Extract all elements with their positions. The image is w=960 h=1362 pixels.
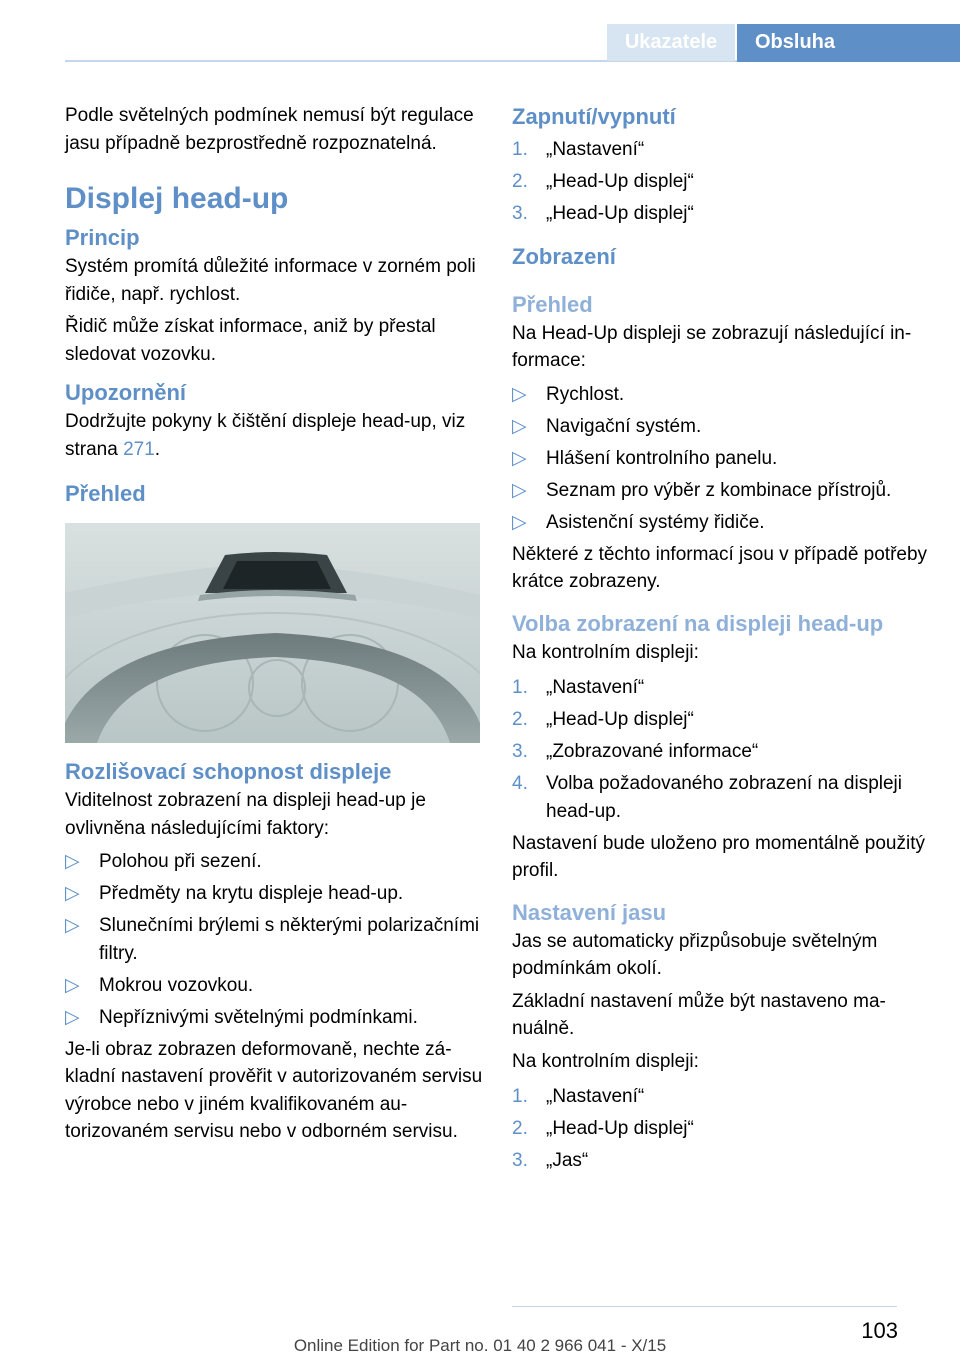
prehled-list [512,381,932,537]
list-item: 3. „Jas“ [512,1150,589,1171]
jas-steps [512,1083,932,1175]
list-item: ▷ Hlášení kontrolního panelu. [512,445,932,473]
tab-ukazatele[interactable]: Ukazatele [607,24,735,61]
list-item: 2. „Head-Up displej“ [512,171,694,192]
volba-note: Nastavení bude uloženo pro momentálně použitý profil. [512,832,925,881]
princip-paragraph-2: Řidič může získat informace, aniž by přestal sledovat vozovku. [65,316,436,365]
page-number: 103 [861,1318,898,1343]
rozlisovaci-paragraph: Viditelnost zobrazení na displeji head-up je ovlivněna následujícími faktory: [65,790,426,839]
list-item: ▷ Polohou při sezení. [65,848,485,876]
triangle-bullet-icon: ▷ [65,974,80,996]
volba-heading: Volba zobrazení na displeji head-up [512,610,884,636]
list-item: ▷ Seznam pro výběr z kombinace přístrojů. [512,477,932,505]
jas-paragraph-2: Základní nastavení může být nastaveno manuálně. [512,990,886,1039]
triangle-bullet-icon: ▷ [512,415,527,437]
page-reference-link[interactable]: 271 [123,438,155,460]
jas-intro: Na kontrolním displeji: [512,1050,699,1072]
left-column [65,102,485,1151]
prehled-paragraph: Na Head-Up displeji se zobrazují následující informace: [512,322,912,371]
triangle-bullet-icon: ▷ [512,447,527,469]
zapnuti-steps [512,136,932,228]
prehled-heading-left: Přehled [65,481,146,506]
zapnuti-heading: Zapnutí/vypnutí [512,104,676,129]
princip-paragraph-1: Systém promítá důležité informace v zorném poli řidiče, např. rychlost. [65,256,476,305]
volba-intro: Na kontrolním displeji: [512,641,699,663]
jas-paragraph-1: Jas se automaticky přizpůsobuje světelným podmínkám okolí. [512,930,878,979]
head-up-display-illustration [65,523,480,743]
list-item: 3. „Zobrazované informace“ [512,741,759,762]
triangle-bullet-icon: ▷ [65,915,80,936]
list-item: 1. „Nastavení“ [512,1086,645,1107]
list-item: 3. „Head-Up displej“ [512,203,694,224]
list-item: 1. „Nastavení“ [512,677,645,698]
list-item: 1. „Nastavení“ [512,139,645,160]
jas-heading: Nastavení jasu [512,899,667,925]
list-item: 2. „Head-Up displej“ [512,709,694,730]
list-item: ▷ Asistenční systémy řidiče. [512,509,932,537]
tab-obsluha[interactable]: Obsluha [737,24,960,62]
list-item: ▷ Rychlost. [512,381,932,409]
zobrazeni-heading: Zobrazení [512,243,616,269]
closing-paragraph: Je-li obraz zobrazen deformovaně, nechte základní nastavení prověřit v autorizovaném servisu výrobce nebo v jiném kvalifikovaném autorizovaném servisu nebo v odborném servisu. [65,1038,483,1142]
triangle-bullet-icon: ▷ [512,511,527,533]
triangle-bullet-icon: ▷ [65,883,80,904]
volba-steps [512,674,932,825]
intro-paragraph: Podle světelných podmínek nemusí být regulace jasu případně bezprostředně rozpoznatelná. [65,105,474,154]
right-column [512,102,932,1179]
upozorneni-end: . [154,438,161,460]
list-item: ▷ Předměty na krytu displeje head-up. [65,880,485,908]
prehled-heading-right: Přehled [512,291,593,317]
upozorneni-heading: Upozornění [65,380,186,405]
triangle-bullet-icon: ▷ [65,1006,80,1028]
page-title: Displej head-up [65,182,289,215]
list-item: ▷ Navigační systém. [512,413,932,441]
footer-edition: Online Edition for Part no. 01 40 2 966 041 - X/15 [293,1336,667,1355]
princip-heading: Princip [65,225,140,250]
prehled-note: Některé z těchto informací jsou v případě potřeby krátce zobrazeny. [512,543,928,592]
list-item: ▷ Nepříznivými světelnými podmínkami. [65,1004,485,1032]
list-item: 4. Volba požadovaného zobrazení na displeji head-up. [512,773,902,822]
triangle-bullet-icon: ▷ [65,851,80,872]
footer-rule [512,1306,897,1307]
list-item: ▷ Mokrou vozovkou. [65,972,485,1000]
list-item: ▷ Slunečními brýlemi s některými polarizačními filtry. [65,912,485,967]
triangle-bullet-icon: ▷ [512,479,527,501]
upozorneni-paragraph [65,408,485,463]
triangle-bullet-icon: ▷ [512,383,527,405]
factors-list [65,848,485,1031]
upozorneni-text: Dodržujte pokyny k čištění displeje head-up, viz strana [65,411,466,460]
list-item: 2. „Head-Up displej“ [512,1118,694,1139]
rozlisovaci-heading: Rozlišovací schopnost displeje [65,759,392,784]
